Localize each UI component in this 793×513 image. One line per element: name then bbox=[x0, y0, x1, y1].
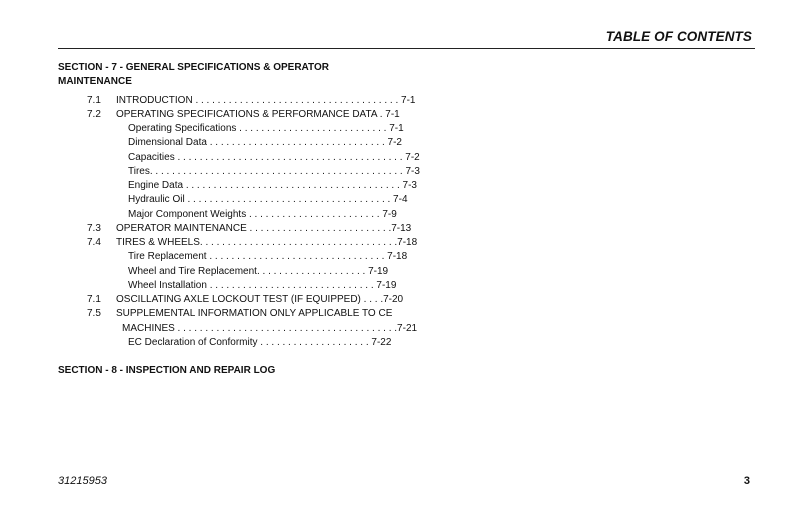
toc-entry-number: 7.4 bbox=[87, 237, 101, 248]
toc-entry-text: INTRODUCTION . . . . . . . . . . . . . . . . . . . . . . . . . . . . . . . . . . . . . 7-1 bbox=[116, 95, 416, 106]
footer-page-number: 3 bbox=[743, 475, 750, 487]
toc-entry-number: 7.1 bbox=[87, 294, 101, 305]
toc-entry-text: Wheel Installation . . . . . . . . . . . . . . . . . . . . . . . . . . . . . . 7-19 bbox=[128, 280, 397, 291]
toc-entry-text: Tire Replacement . . . . . . . . . . . . . . . . . . . . . . . . . . . . . . . . 7-18 bbox=[128, 251, 408, 262]
toc-entry-text: Major Component Weights . . . . . . . . . . . . . . . . . . . . . . . . 7-9 bbox=[128, 209, 397, 220]
toc-entry-text: MACHINES . . . . . . . . . . . . . . . . . . . . . . . . . . . . . . . . . . . . . . . .7-21 bbox=[122, 323, 418, 334]
section-8-heading[interactable]: SECTION - 8 - INSPECTION AND REPAIR LOG bbox=[58, 365, 276, 376]
toc-entry-text: TIRES & WHEELS. . . . . . . . . . . . . . . . . . . . . . . . . . . . . . . . . . . .7-18 bbox=[116, 237, 418, 248]
page-header-title: TABLE OF CONTENTS bbox=[605, 29, 752, 44]
toc-entry-number: 7.1 bbox=[87, 95, 101, 106]
toc-entry-text: Hydraulic Oil . . . . . . . . . . . . . . . . . . . . . . . . . . . . . . . . . . . . . 7-4 bbox=[128, 194, 408, 205]
toc-entry-text: OPERATOR MAINTENANCE . . . . . . . . . . . . . . . . . . . . . . . . . .7-13 bbox=[116, 223, 412, 234]
section-7-heading: SECTION - 7 - GENERAL SPECIFICATIONS & OPERATOR MAINTENANCE bbox=[58, 62, 329, 87]
toc-entry-number: 7.3 bbox=[87, 223, 101, 234]
toc-entry-text: OPERATING SPECIFICATIONS & PERFORMANCE DATA . 7-1 bbox=[116, 109, 400, 120]
toc-entry-text: Wheel and Tire Replacement. . . . . . . . . . . . . . . . . . . . 7-19 bbox=[128, 266, 389, 277]
toc-entry-text: Tires. . . . . . . . . . . . . . . . . . . . . . . . . . . . . . . . . . . . . . . . . . . . . . 7-3 bbox=[128, 166, 420, 177]
toc-entry-text: EC Declaration of Conformity . . . . . . . . . . . . . . . . . . . . 7-22 bbox=[128, 337, 392, 348]
toc-entry-text: OSCILLATING AXLE LOCKOUT TEST (IF EQUIPPED) . . . .7-20 bbox=[116, 294, 404, 305]
toc-entry-text: Capacities . . . . . . . . . . . . . . . . . . . . . . . . . . . . . . . . . . . . . . . . . 7-2 bbox=[128, 152, 420, 163]
footer-document-number: 31215953 bbox=[58, 475, 107, 487]
toc-entry-number: 7.2 bbox=[87, 109, 101, 120]
header-rule bbox=[58, 48, 755, 49]
toc-entry-text: Dimensional Data . . . . . . . . . . . . . . . . . . . . . . . . . . . . . . . . 7-2 bbox=[128, 137, 402, 148]
toc-entry-number: 7.5 bbox=[87, 308, 101, 319]
toc-entry-text: Engine Data . . . . . . . . . . . . . . . . . . . . . . . . . . . . . . . . . . . . . . . 7-3 bbox=[128, 180, 417, 191]
toc-entry-text: Operating Specifications . . . . . . . . . . . . . . . . . . . . . . . . . . . 7-1 bbox=[128, 123, 404, 134]
toc-entry-text: SUPPLEMENTAL INFORMATION ONLY APPLICABLE TO CE bbox=[116, 308, 393, 319]
